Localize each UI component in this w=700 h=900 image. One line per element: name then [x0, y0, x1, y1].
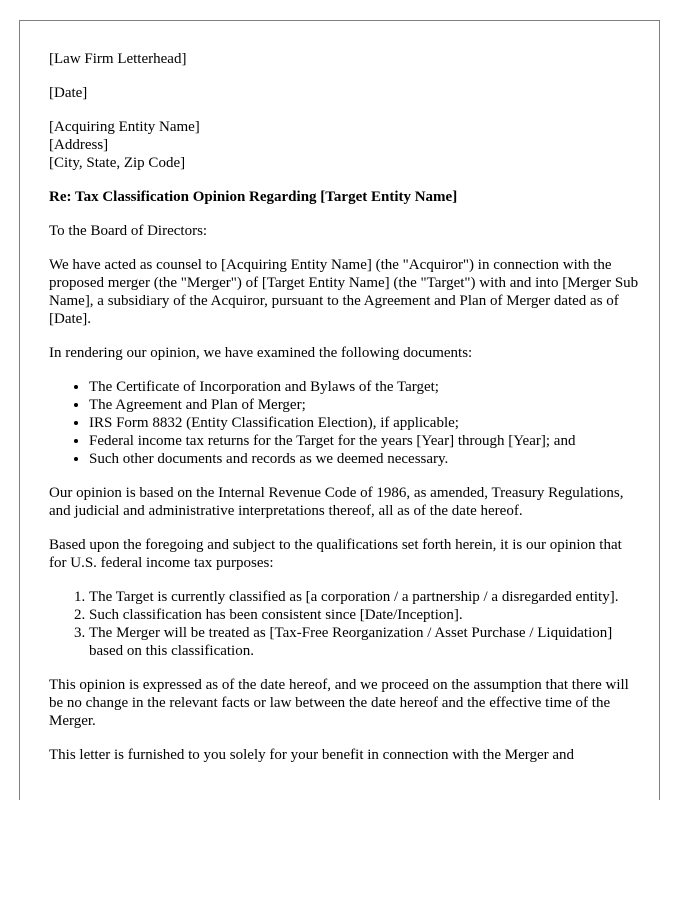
assumption-paragraph: This opinion is expressed as of the date hereof, and we proceed on the assumption that there will be no change in the relevant facts or law between the date hereof and the effective time of the Merger.	[49, 677, 629, 729]
furnished-paragraph: This letter is furnished to you solely for your benefit in connection with the Merger and	[49, 747, 575, 763]
opinions-list	[49, 588, 639, 660]
letter-body	[49, 50, 639, 780]
basis-paragraph: Our opinion is based on the Internal Revenue Code of 1986, as amended, Treasury Regulations, and judicial and administrative interpretations thereof, all as of the date hereof.	[49, 485, 624, 519]
recipient-block	[49, 118, 639, 172]
list-item: 2. Such classification has been consistent since [Date/Inception].	[89, 606, 639, 624]
intro-paragraph: We have acted as counsel to [Acquiring Entity Name] (the "Acquiror") in connection with the proposed merger (the "Merger") of [Target Entity Name] (the "Target") with and into [Merger Sub Name], a subsidiary of the Acquiror, pursuant to the Agreement and Plan of Merger dated as of [Date].	[49, 257, 639, 327]
letterhead: [Law Firm Letterhead]	[49, 51, 187, 67]
subject-line: Re: Tax Classification Opinion Regarding [Target Entity Name]	[49, 189, 458, 205]
recipient-address: [Address]	[49, 137, 109, 153]
recipient-name: [Acquiring Entity Name]	[49, 119, 200, 135]
list-item: • The Certificate of Incorporation and Bylaws of the Target;	[89, 378, 639, 396]
list-item: • Such other documents and records as we deemed necessary.	[89, 450, 639, 468]
letter-date: [Date]	[49, 85, 88, 101]
list-item: 3. The Merger will be treated as [Tax-Free Reorganization / Asset Purchase / Liquidation] based on this classification.	[89, 624, 639, 660]
list-item: • The Agreement and Plan of Merger;	[89, 396, 639, 414]
opinion-intro: Based upon the foregoing and subject to the qualifications set forth herein, it is our opinion that for U.S. federal income tax purposes:	[49, 537, 622, 571]
documents-intro: In rendering our opinion, we have examined the following documents:	[49, 345, 473, 361]
list-item: • Federal income tax returns for the Target for the years [Year] through [Year]; and	[89, 432, 639, 450]
documents-list	[49, 378, 639, 468]
list-item: 1. The Target is currently classified as [a corporation / a partnership / a disregarded entity].	[89, 588, 639, 606]
recipient-city-state-zip: [City, State, Zip Code]	[49, 155, 186, 171]
letter-page	[19, 20, 660, 800]
salutation: To the Board of Directors:	[49, 223, 208, 239]
list-item: • IRS Form 8832 (Entity Classification Election), if applicable;	[89, 414, 639, 432]
